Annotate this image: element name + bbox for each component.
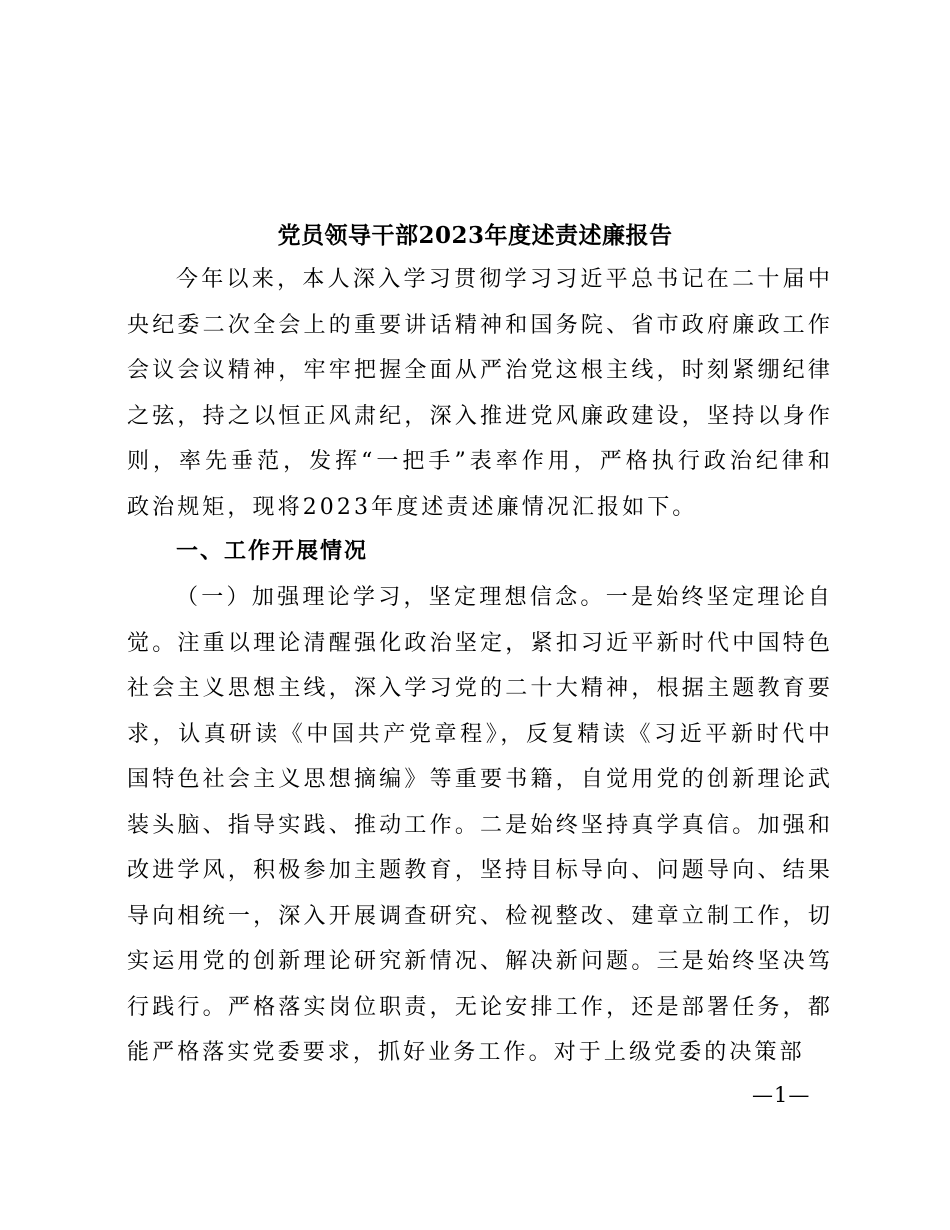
document-title: 党员领导干部2023年度述责述廉报告 <box>277 222 673 249</box>
subsection-paragraph <box>127 575 833 1076</box>
subsection-heading: （一）加强理论学习，坚定理想信念。 <box>176 585 606 610</box>
section-heading-work: 一、工作开展情况 <box>176 539 369 564</box>
intro-paragraph: 今年以来，本人深入学习贯彻学习习近平总书记在二十届中央纪委二次全会上的重要讲话精神和国务院、省市政府廉政工作会议会议精神，牢牢把握全面从严治党这根主线，时刻紧绷纪律之弦，持之以恒正风肃纪，深入推进党风廉政建设，坚持以身作则，率先垂范，发挥“一把手”表率作用，严格执行政治纪律和政治规矩，现将2023年度述责述廉情况汇报如下。 <box>127 267 833 520</box>
page-number: —1— <box>752 1083 811 1107</box>
subsection-body: 一是始终坚定理论自觉。注重以理论清醒强化政治坚定，紧扣习近平新时代中国特色社会主义思想主线，深入学习党的二十大精神，根据主题教育要求，认真研读《中国共产党章程》，反复精读《习近平新时代中国特色社会主义思想摘编》等重要书籍，自觉用党的创新理论武装头脑、指导实践、推动工作。二是始终坚持真学真信。加强和改进学风，积极参加主题教育，坚持目标导向、问题导向、结果导向相统一，深入开展调查研究、检视整改、建章立制工作，切实运用党的创新理论研究新情况、解决新问题。三是始终坚决笃行践行。严格落实岗位职责，无论安排工作，还是部署任务，都能严格落实党委要求，抓好业务工作。对于上级党委的决策部 <box>127 585 833 1065</box>
